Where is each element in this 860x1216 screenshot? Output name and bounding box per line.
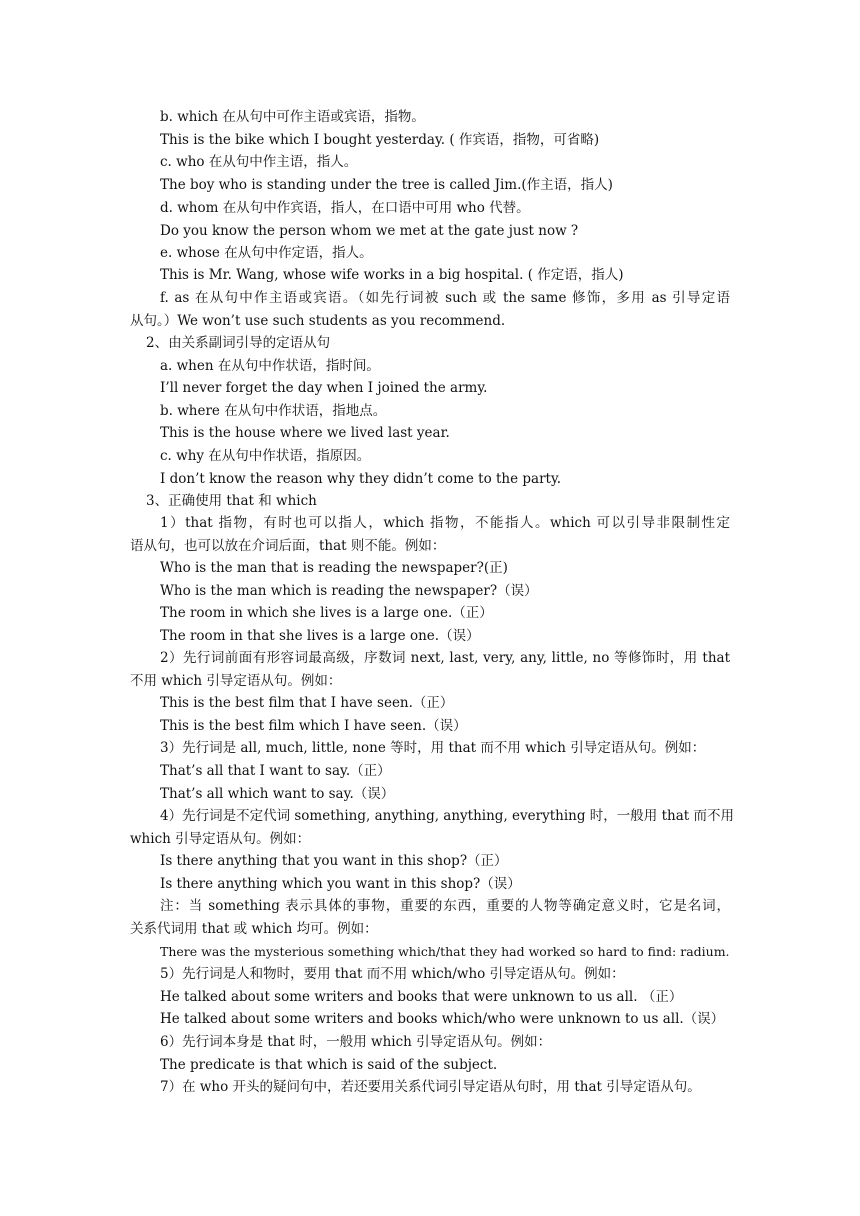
text-line: 不用 which 引导定语从句。例如：	[130, 673, 342, 689]
text-line: Do you know the person whom we met at the gate just now ?	[160, 223, 579, 239]
text-line: 5）先行词是人和物时，要用 that 而不用 which/who 引导定语从句。例如：	[160, 966, 625, 982]
text-line: There was the mysterious something which/that they had worked so hard to find: radium.	[160, 944, 730, 959]
text-line: Is there anything which you want in this shop?（误）	[160, 876, 521, 892]
text-line: 2）先行词前面有形容词最高级，序数词 next, last, very, any, little, no 等修饰时，用 that	[160, 650, 730, 666]
text-line: 语从句，也可以放在介词后面，that 则不能。例如：	[130, 538, 446, 554]
text-line: 注：当 something 表示具体的事物，重要的东西，重要的人物等确定意义时，它是名词，	[160, 898, 730, 914]
text-line: 从句。）We won’t use such students as you recommend.	[130, 313, 506, 329]
text-line: 3）先行词是 all, much, little, none 等时，用 that 而不用 which 引导定语从句。例如：	[160, 740, 706, 756]
text-line: The boy who is standing under the tree is called Jim.(作主语，指人)	[160, 177, 613, 193]
text-line: a. when 在从句中作状语，指时间。	[160, 358, 380, 374]
text-line: f. as 在从句中作主语或宾语。（如先行词被 such 或 the same 修饰，多用 as 引导定语	[160, 290, 730, 306]
section-heading: 3、正确使用 that 和 which	[146, 493, 317, 509]
text-line: 4）先行词是不定代词 something, anything, anything, everything 时，一般用 that 而不用	[160, 808, 734, 824]
text-line: That’s all that I want to say.（正）	[160, 763, 391, 779]
text-line: This is the best film which I have seen.（误）	[160, 718, 467, 734]
text-line: 1）that 指物，有时也可以指人，which 指物，不能指人。which 可以引导非限制性定	[160, 515, 730, 531]
text-line: 关系代词用 that 或 which 均可。例如：	[130, 921, 378, 937]
text-line: 6）先行词本身是 that 时，一般用 which 引导定语从句。例如：	[160, 1034, 552, 1050]
text-line: I’ll never forget the day when I joined the army.	[160, 380, 488, 396]
text-line: He talked about some writers and books that were unknown to us all. （正）	[160, 989, 683, 1005]
text-line: Is there anything that you want in this shop?（正）	[160, 853, 508, 869]
text-line: I don’t know the reason why they didn’t come to the party.	[160, 471, 562, 487]
text-line: This is the house where we lived last year.	[160, 425, 450, 441]
text-line: d. whom 在从句中作宾语，指人，在口语中可用 who 代替。	[160, 200, 530, 216]
text-line: This is the bike which I bought yesterday. ( 作宾语，指物，可省略)	[160, 132, 600, 148]
text-line: This is Mr. Wang, whose wife works in a big hospital. ( 作定语，指人)	[160, 267, 624, 283]
text-line: This is the best film that I have seen.（正）	[160, 695, 454, 711]
text-line: Who is the man that is reading the newspaper?(正)	[160, 560, 508, 576]
text-line: 7）在 who 开头的疑问句中，若还要用关系代词引导定语从句时，用 that 引导定语从句。	[160, 1079, 701, 1095]
text-line: e. whose 在从句中作定语，指人。	[160, 245, 373, 261]
text-line: b. where 在从句中作状语，指地点。	[160, 403, 387, 419]
text-line: That’s all which want to say.（误）	[160, 786, 395, 802]
text-line: c. who 在从句中作主语，指人。	[160, 154, 358, 170]
text-line: b. which 在从句中可作主语或宾语，指物。	[160, 109, 425, 125]
text-line: The room in that she lives is a large one.（误）	[160, 628, 480, 644]
text-line: c. why 在从句中作状语，指原因。	[160, 448, 371, 464]
text-line: He talked about some writers and books which/who were unknown to us all.（误）	[160, 1011, 725, 1027]
text-line: The predicate is that which is said of the subject.	[160, 1057, 498, 1073]
text-line: The room in which she lives is a large one.（正）	[160, 605, 493, 621]
section-heading: 2、由关系副词引导的定语从句	[146, 335, 331, 351]
text-line: Who is the man which is reading the newspaper?（误）	[160, 583, 538, 599]
text-line: which 引导定语从句。例如：	[130, 831, 311, 847]
